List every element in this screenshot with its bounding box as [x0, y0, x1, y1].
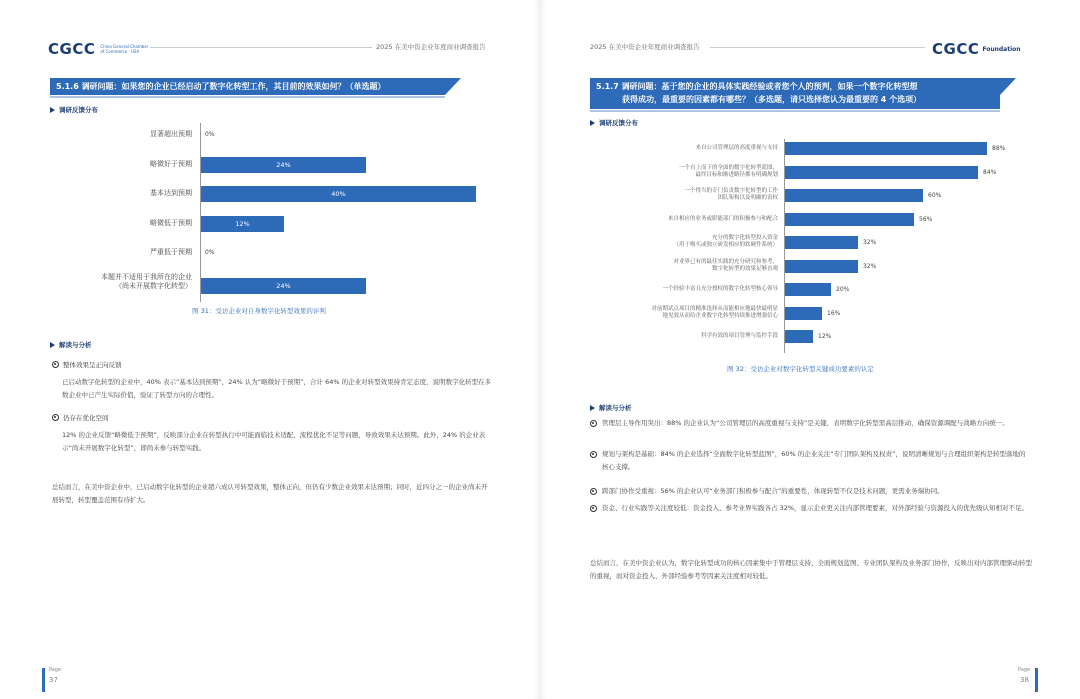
bar-label: 略微低于预期 — [150, 218, 192, 227]
logo-subtext: China General Chamber of Commerce · USA — [100, 44, 149, 54]
analysis-label: 解读与分析 — [59, 341, 92, 349]
header-title: 2025 在美中资企业年度商业调查报告 — [590, 43, 700, 51]
bar-label: 一个经验丰富且充分授权的数字化转型核心领导 — [662, 286, 778, 292]
bar — [785, 142, 987, 155]
bar-label: 充分的数字化转型投入资金 （用于购买或独立研发相应的软硬件系统） — [673, 235, 778, 248]
section-banner — [50, 78, 445, 95]
bullet-icon — [590, 488, 597, 495]
bar — [785, 260, 858, 273]
header-rule — [150, 47, 372, 48]
point-4 — [590, 502, 1030, 515]
bar-value-label: 12% — [818, 333, 832, 340]
bar-value-label: 84% — [983, 168, 997, 176]
bullet-icon — [590, 451, 597, 458]
bar-label: 略微好于预期 — [150, 159, 192, 168]
feedback-subhead — [50, 105, 98, 114]
cgcc-logo — [48, 40, 150, 58]
point-3 — [590, 485, 1030, 498]
bar-label: 来自相应的业务或职能部门的积极参与和配合 — [667, 215, 778, 222]
footer-page-label: Page — [1018, 667, 1031, 673]
analysis-label: 解读与分析 — [599, 404, 632, 412]
bar-label: 一个得当的专门负责数字化转型的工作 团队架构以及明确的责权 — [684, 188, 778, 201]
bar-label: 一个自上而下的全面的数字化转型蓝图， 最终目标和渐进路径都有明确规划 — [678, 164, 778, 178]
bar-value-label: 88% — [992, 145, 1006, 152]
point-1 — [590, 417, 1030, 430]
header-rule — [710, 47, 925, 48]
section-title-line-1: 5.1.7 调研问题：基于您的企业的具体实践经验或者您个人的预判，如果一个数字化转型想 — [596, 82, 918, 91]
bar-value-label: 0% — [205, 131, 215, 138]
bar-label: 科学有效的项目管理与监控手段 — [700, 333, 778, 339]
footer-page-label: Page — [49, 667, 62, 673]
bar-value-label: 32% — [863, 239, 877, 246]
point-2-text: 规划与架构是基础：84% 的企业选择“全面数字化转型蓝图”，60% 的企业关注“专门团队架构及权责”，说明清晰规划与合理组织架构是转型落地的核心支撑。 — [602, 450, 1026, 471]
bar-label: 严重低于预期 — [150, 248, 192, 256]
footer-page-number: 37 — [49, 676, 58, 684]
chart-axis — [200, 123, 201, 302]
feedback-label: 调研反馈分布 — [599, 119, 638, 127]
section-banner — [590, 78, 1000, 109]
triangle-icon — [50, 107, 55, 113]
feedback-label: 调研反馈分布 — [59, 106, 98, 114]
point-2-title: 仍存在优化空间 — [63, 414, 109, 422]
chart-caption: 图 31：受访企业对自身数字化转型效果的评判 — [192, 307, 326, 315]
logo-subtext: Foundation — [982, 45, 1021, 53]
bar-label: 基本达到预期 — [150, 189, 192, 197]
analysis-subhead — [50, 340, 92, 349]
analysis-subhead — [590, 403, 632, 412]
point-1-body: 已启动数字化转型的企业中，40% 表示“基本达到预期”，24% 认为“略微好于预期”，合计 64% 的企业对转型效果持肯定态度，说明数字化转型在多数企业中已产生实际价值，验证了转型方向的合理性。 — [62, 378, 492, 399]
point-1-text: 管理层主导作用突出：88% 的企业认为“公司管理层的高度重视与支持”是关键，表明数字化转型需高层推动，确保资源调配与战略方向统一。 — [602, 419, 1009, 427]
triangle-icon — [50, 342, 55, 348]
bullet-icon — [590, 420, 597, 427]
bar-value-label: 32% — [863, 262, 877, 270]
right-page — [540, 0, 1080, 699]
bar-value-label: 24% — [276, 281, 291, 290]
point-2-body: 12% 的企业反馈“略微低于预期”，反映部分企业在转型执行中可能面临技术适配、流程优化不足等问题，导致效果未达预期。此外，24% 的企业表示“尚未开展数字化转型”，即尚未参与转型实践。 — [62, 431, 486, 452]
bar-value-label: 12% — [235, 219, 250, 228]
logo-text: CGCC — [48, 40, 96, 58]
bar-label: 对业界已有的最佳实践的充分研究和参考， 数字化转型的效果足够直观 — [673, 258, 778, 272]
bar-value-label: 40% — [331, 190, 346, 198]
section-title: 5.1.6 调研问题：如果您的企业已经启动了数字化转型工作，其目前的效果如何？（单选题） — [56, 82, 386, 91]
point-4-text: 资金、行业实践等关注度较低：资金投入、参考业界实践各占 32%，显示企业更关注内部管理要素，对外部经验与资源投入的优先级认知相对不足。 — [602, 504, 1029, 512]
logo-text: CGCC — [932, 40, 980, 58]
header-title: 2025 在美中资企业年度商业调查报告 — [376, 43, 486, 51]
bar-value-label: 16% — [827, 309, 841, 317]
footer-bar — [42, 668, 45, 692]
cgcc-logo — [932, 40, 1021, 58]
bar — [785, 330, 813, 343]
bar — [785, 166, 978, 179]
bar-label: 来自公司管理层的高度重视与支持 — [695, 145, 778, 151]
point-1-title: 整体效果呈正向反馈 — [63, 361, 122, 369]
summary-text: 总结而言，在美中资企业中，已启动数字化转型的企业超六成认可转型效果，整体正向，但仍有少数企业效果未达预期；同时，近四分之一的企业尚未开展转型，转型覆盖范围有待扩大。 — [52, 483, 488, 504]
triangle-icon — [590, 405, 595, 411]
bar — [785, 283, 831, 296]
bar — [785, 307, 822, 320]
bar-value-label: 24% — [276, 160, 291, 169]
bar-label: 本题并不适用于我所在的企业 （尚未开展数字化转型） — [101, 272, 192, 290]
bullet-icon — [52, 414, 59, 421]
point-2-head — [52, 413, 109, 422]
section-title-line-2: 获得成功，最重要的因素都有哪些？（多选题，请只选择您认为最重要的 4 个选项） — [622, 95, 922, 104]
footer-bar — [1035, 668, 1038, 692]
point-3-text: 跨部门协作受重视：56% 的企业认可“业务部门积极参与配合”的重要性，体现转型不仅是技术问题，更需业务端协同。 — [602, 487, 944, 495]
point-1-head — [52, 360, 122, 369]
bar — [785, 236, 858, 249]
bar-value-label: 20% — [836, 286, 850, 293]
footer-page-number: 38 — [1020, 676, 1029, 684]
bar-value-label: 60% — [928, 192, 942, 199]
bar-label: 对前期试点项目的精准选择从而能相应地最快最明显 地见效从而给企业数字化转型持续推进增强信心 — [651, 305, 778, 319]
feedback-subhead — [590, 118, 638, 127]
bar-label: 显著超出预期 — [150, 130, 192, 138]
bar-value-label: 0% — [205, 249, 215, 256]
bullet-icon — [590, 505, 597, 512]
summary-text: 总结而言，在美中资企业认为，数字化转型成功的核心因素集中于管理层支持、全面规划蓝图、专业团队架构及业务部门协作，反映出对内部管理驱动转型的重视，而对资金投入、外部经验参考等因素关注度相对较低。 — [590, 559, 1032, 580]
chart-caption: 图 32：受访企业对数字化转型关键成功要素的认定 — [727, 365, 874, 373]
bar — [785, 189, 923, 202]
point-2 — [590, 448, 1030, 474]
bar-value-label: 56% — [919, 215, 933, 223]
bullet-icon — [52, 361, 59, 368]
triangle-icon — [590, 120, 595, 126]
bar — [785, 213, 914, 226]
